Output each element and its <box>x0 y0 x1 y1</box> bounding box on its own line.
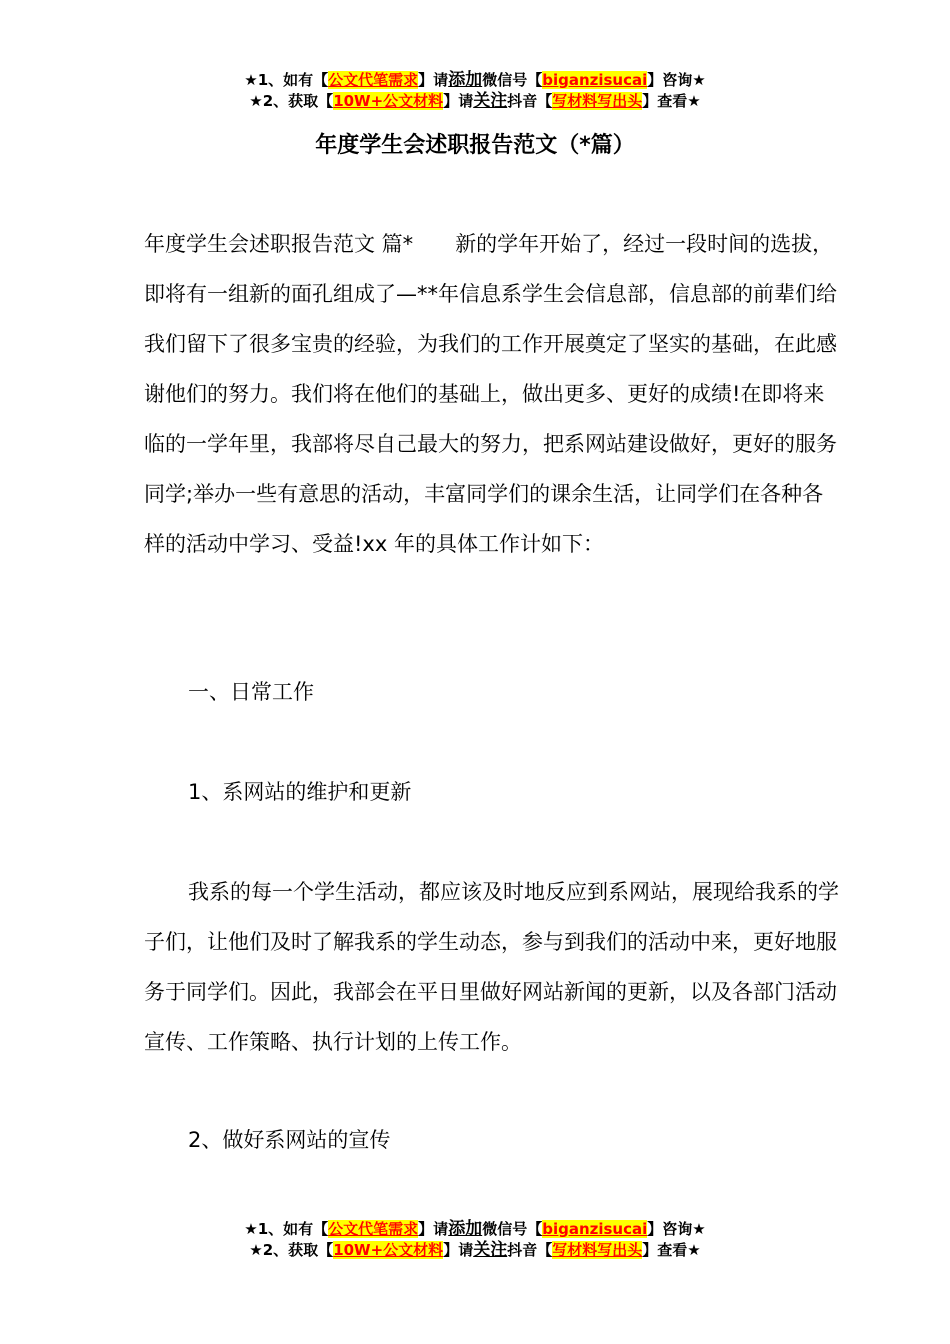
banner-line-1 <box>0 70 950 91</box>
footer-banner <box>0 1219 950 1261</box>
banner-line-2 <box>0 91 950 112</box>
banner-line-1 <box>0 1219 950 1240</box>
intro-text: 新的学年开始了，经过一段时间的选拔，即将有一组新的面孔组成了—**年信息系学生会信息部，信息部的前辈们给我们留下了很多宝贵的经验，为我们的工作开展奠定了坚实的基础，在此感谢他们的努力。我们将在他们的基础上，做出更多、更好的成绩!在即将来临的一学年里，我部将尽自己最大的努力，把系网站建设做好，更好的服务同学;举办一些有意思的活动，丰富同学们的课余生活，让同学们在各种各样的活动中学习、受益!xx 年的具体工作计如下： <box>144 232 837 556</box>
section-heading <box>144 667 844 717</box>
document-title: 年度学生会述职报告范文（*篇） <box>315 133 635 158</box>
highlight-service: 公文代笔需求 <box>328 71 419 89</box>
highlight-wechat-id: biganzisucai <box>542 1220 648 1238</box>
star-icon: ★ <box>244 71 258 89</box>
item-heading <box>144 1115 844 1165</box>
intro-paragraph <box>144 219 844 569</box>
banner-text: 】咨询 <box>647 71 693 89</box>
banner-text: 2、获取【 <box>262 1241 334 1259</box>
banner-text: 】查看 <box>642 92 688 110</box>
star-icon: ★ <box>687 92 701 110</box>
banner-text: 】咨询 <box>647 1220 693 1238</box>
item2-heading: 2、做好系网站的宣传 <box>188 1128 391 1152</box>
banner-text: 1、如有【 <box>257 71 329 89</box>
banner-text: 2、获取【 <box>262 92 334 110</box>
section1-heading: 一、日常工作 <box>188 680 314 704</box>
banner-text: 1、如有【 <box>257 1220 329 1238</box>
banner-emphasis: 关注 <box>473 1240 508 1260</box>
item1-paragraph: 我系的每一个学生活动，都应该及时地反应到系网站，展现给我系的学子们，让他们及时了解我系的学生动态，参与到我们的活动中来，更好地服务于同学们。因此，我部会在平日里做好网站新闻的更新，以及各部门活动宣传、工作策略、执行计划的上传工作。 <box>144 880 839 1054</box>
banner-text: 抖音【 <box>507 92 553 110</box>
banner-text: 微信号【 <box>482 1220 543 1238</box>
document-body <box>144 219 844 569</box>
banner-text: 】请 <box>418 1220 449 1238</box>
highlight-materials: 10W+公文材料 <box>333 1241 444 1259</box>
item1-heading: 1、系网站的维护和更新 <box>188 780 412 804</box>
banner-text: 】请 <box>443 92 474 110</box>
star-icon: ★ <box>692 71 706 89</box>
item-body <box>144 867 844 1067</box>
highlight-douyin: 写材料写出头 <box>552 92 643 110</box>
star-icon: ★ <box>687 1241 701 1259</box>
banner-line-2 <box>0 1240 950 1261</box>
star-icon: ★ <box>244 1220 258 1238</box>
highlight-service: 公文代笔需求 <box>328 1220 419 1238</box>
banner-emphasis: 添加 <box>448 70 483 90</box>
banner-text: 】请 <box>443 1241 474 1259</box>
banner-emphasis: 关注 <box>473 91 508 111</box>
banner-emphasis: 添加 <box>448 1219 483 1239</box>
intro-label: 年度学生会述职报告范文 篇* <box>144 232 414 256</box>
banner-text: 微信号【 <box>482 71 543 89</box>
highlight-douyin: 写材料写出头 <box>552 1241 643 1259</box>
item-heading <box>144 767 844 817</box>
banner-text: 】请 <box>418 71 449 89</box>
banner-text: 抖音【 <box>507 1241 553 1259</box>
star-icon: ★ <box>249 1241 263 1259</box>
highlight-materials: 10W+公文材料 <box>333 92 444 110</box>
header-banner <box>0 70 950 112</box>
banner-text: 】查看 <box>642 1241 688 1259</box>
star-icon: ★ <box>249 92 263 110</box>
highlight-wechat-id: biganzisucai <box>542 71 648 89</box>
star-icon: ★ <box>692 1220 706 1238</box>
